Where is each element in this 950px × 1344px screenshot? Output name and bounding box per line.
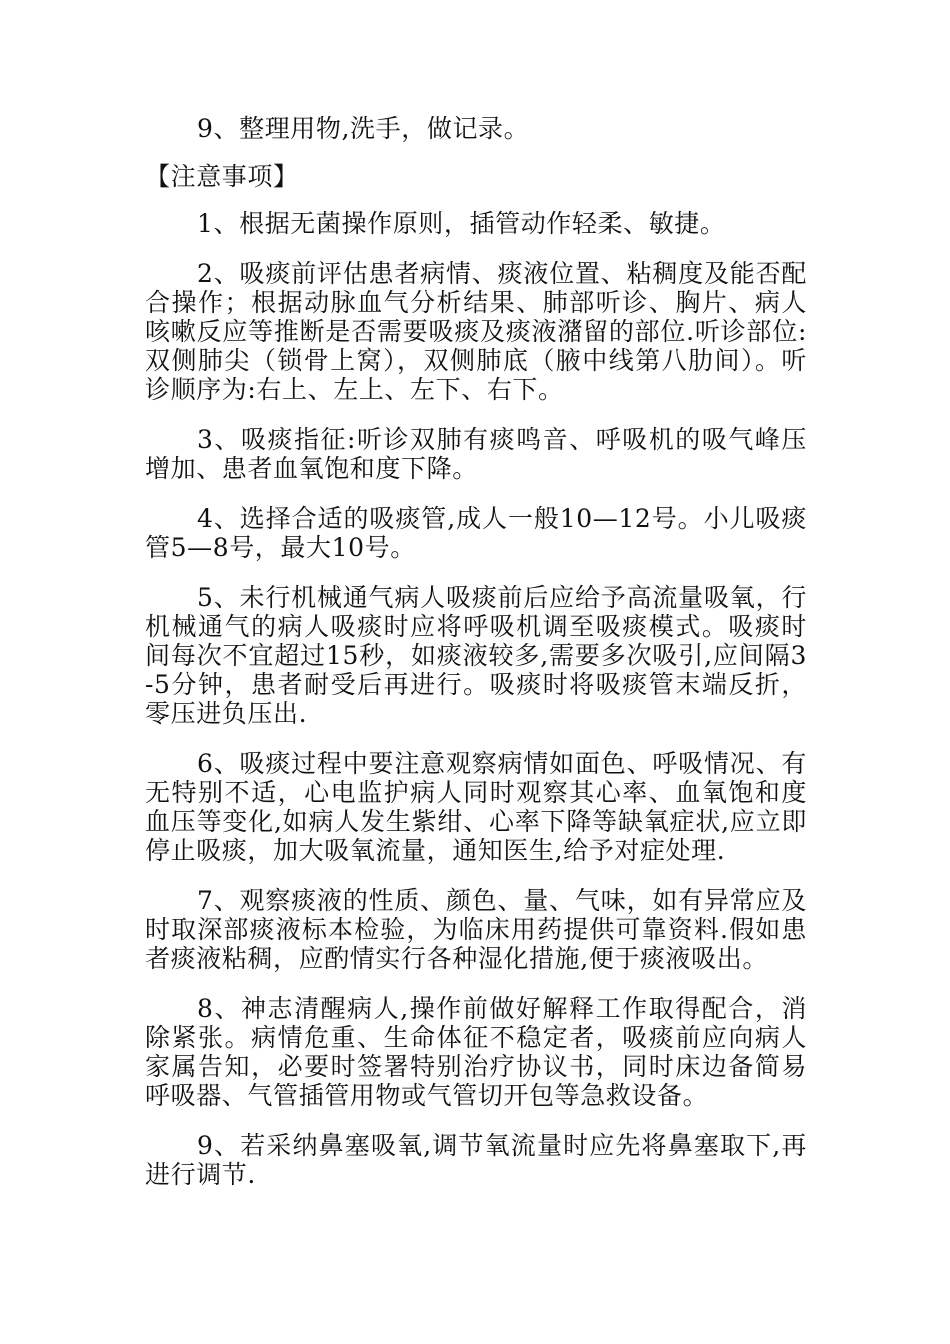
precaution-item-3: 3、吸痰指征:听诊双肺有痰鸣音、呼吸机的吸气峰压增加、患者血氧饱和度下降。: [145, 425, 807, 483]
precaution-item-7: 7、观察痰液的性质、颜色、量、气味，如有异常应及时取深部痰液标本检验，为临床用药提供可靠资料.假如患者痰液粘稠，应酌情实行各种湿化措施,便于痰液吸出。: [145, 886, 807, 973]
precaution-item-1: 1、根据无菌操作原则，插管动作轻柔、敏捷。: [197, 209, 726, 238]
section-heading-precautions: 【注意事项】: [145, 162, 299, 191]
precaution-item-9: 9、若采纳鼻塞吸氧,调节氧流量时应先将鼻塞取下,再进行调节.: [145, 1131, 807, 1189]
precaution-item-6: 6、吸痰过程中要注意观察病情如面色、呼吸情况、有无特别不适，心电监护病人同时观察其心率、血氧饱和度血压等变化,如病人发生紫绀、心率下降等缺氧症状,应立即停止吸痰，加大吸氧流量，通知医生,给予对症处理.: [145, 749, 807, 865]
precaution-item-5: 5、未行机械通气病人吸痰前后应给予高流量吸氧，行机械通气的病人吸痰时应将呼吸机调至吸痰模式。吸痰时间每次不宜超过15秒，如痰液较多,需要多次吸引,应间隔3-5分钟，患者耐受后再进行。吸痰时将吸痰管末端反折，零压进负压出.: [145, 583, 807, 728]
precaution-item-8: 8、神志清醒病人,操作前做好解释工作取得配合，消除紧张。病情危重、生命体征不稳定者，吸痰前应向病人家属告知，必要时签署特别治疗协议书，同时床边备简易呼吸器、气管插管用物或气管切开包等急救设备。: [145, 994, 807, 1110]
document-body: [145, 114, 807, 1210]
precaution-item-4: 4、选择合适的吸痰管,成人一般10—12号。小儿吸痰管5—8号，最大10号。: [145, 504, 807, 562]
precaution-item-2: 2、吸痰前评估患者病情、痰液位置、粘稠度及能否配合操作；根据动脉血气分析结果、肺部听诊、胸片、病人咳嗽反应等推断是否需要吸痰及痰液潴留的部位.听诊部位:双侧肺尖（锁骨上窝），双侧肺底（腋中线第八肋间）。听诊顺序为:右上、左上、左下、右下。: [145, 259, 807, 404]
step-9-wrap-up: 9、整理用物,洗手，做记录。: [197, 114, 530, 143]
